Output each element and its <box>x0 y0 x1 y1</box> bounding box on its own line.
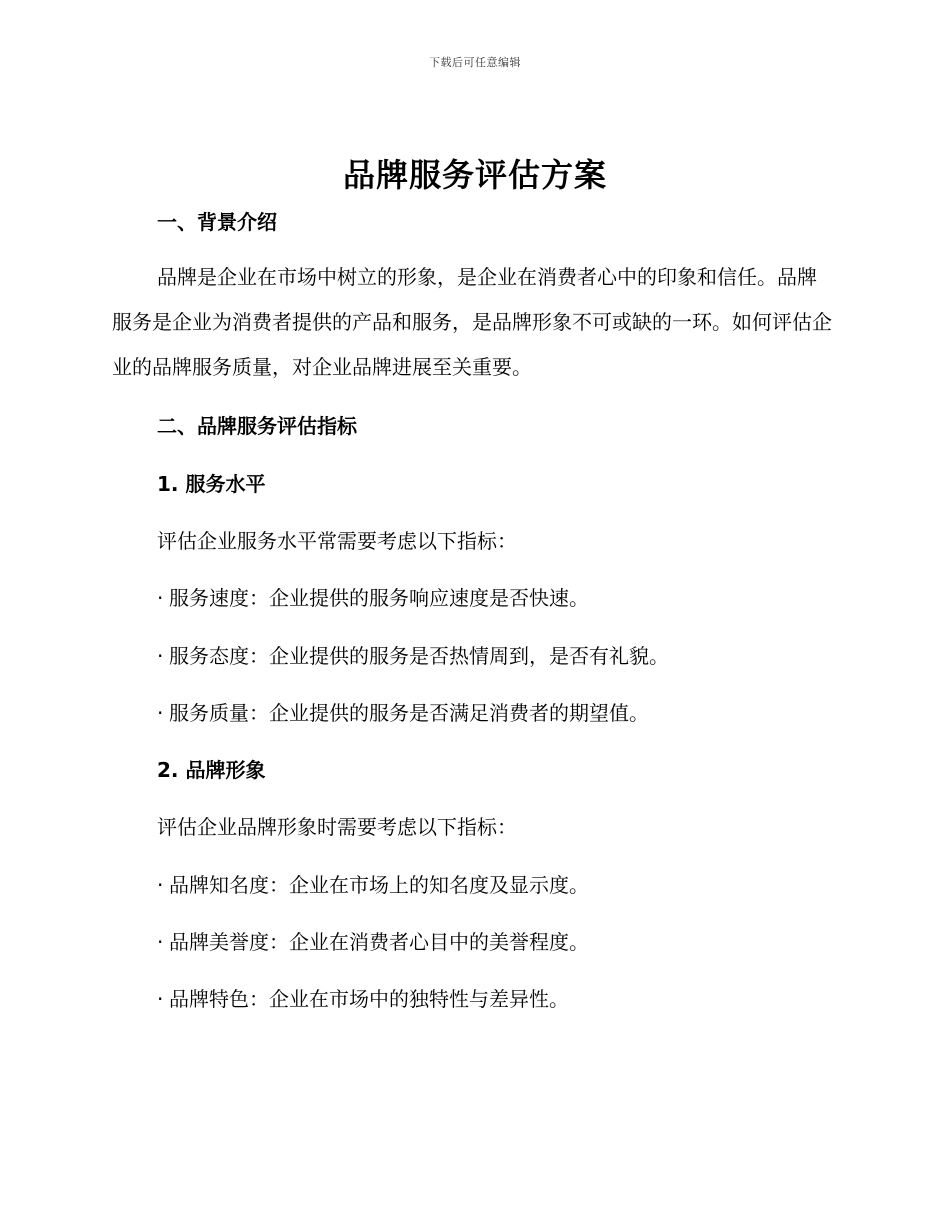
bullet-dot: · <box>157 873 164 897</box>
section-heading-indicators: 二、品牌服务评估指标 <box>157 414 357 438</box>
list-item-text: 服务速度：企业提供的服务响应速度是否快速。 <box>169 586 589 610</box>
subsection-heading-service-level: 1. 服务水平 <box>157 472 266 496</box>
subsection-heading-brand-image: 2. 品牌形象 <box>157 758 266 782</box>
list-item <box>157 699 649 727</box>
document-title: 品牌服务评估方案 <box>342 156 607 194</box>
list-item <box>157 584 589 612</box>
list-item-text: 品牌知名度：企业在市场上的知名度及显示度。 <box>169 873 589 897</box>
bullet-dot: · <box>157 987 164 1011</box>
service-level-intro: 评估企业服务水平常需要考虑以下指标： <box>157 529 517 553</box>
bullet-dot: · <box>157 701 164 725</box>
background-paragraph: 品牌是企业在市场中树立的形象，是企业在消费者心中的印象和信任。品牌服务是企业为消费者提供的产品和服务，是品牌形象不可或缺的一环。如何评估企业的品牌服务质量，对企业品牌进展至关重要。 <box>112 265 832 379</box>
list-item <box>157 928 589 956</box>
list-item <box>157 985 569 1013</box>
list-item <box>157 871 589 899</box>
brand-image-intro: 评估企业品牌形象时需要考虑以下指标： <box>157 815 517 839</box>
bullet-dot: · <box>157 930 164 954</box>
list-item-text: 品牌特色：企业在市场中的独特性与差异性。 <box>169 987 569 1011</box>
bullet-dot: · <box>157 644 164 668</box>
list-item-text: 服务质量：企业提供的服务是否满足消费者的期望值。 <box>169 701 649 725</box>
bullet-dot: · <box>157 586 164 610</box>
header-note: 下载后可任意编辑 <box>429 56 521 69</box>
list-item-text: 品牌美誉度：企业在消费者心目中的美誉程度。 <box>169 930 589 954</box>
section-heading-background: 一、背景介绍 <box>157 210 277 234</box>
list-item-text: 服务态度：企业提供的服务是否热情周到，是否有礼貌。 <box>169 644 669 668</box>
list-item <box>157 642 669 670</box>
